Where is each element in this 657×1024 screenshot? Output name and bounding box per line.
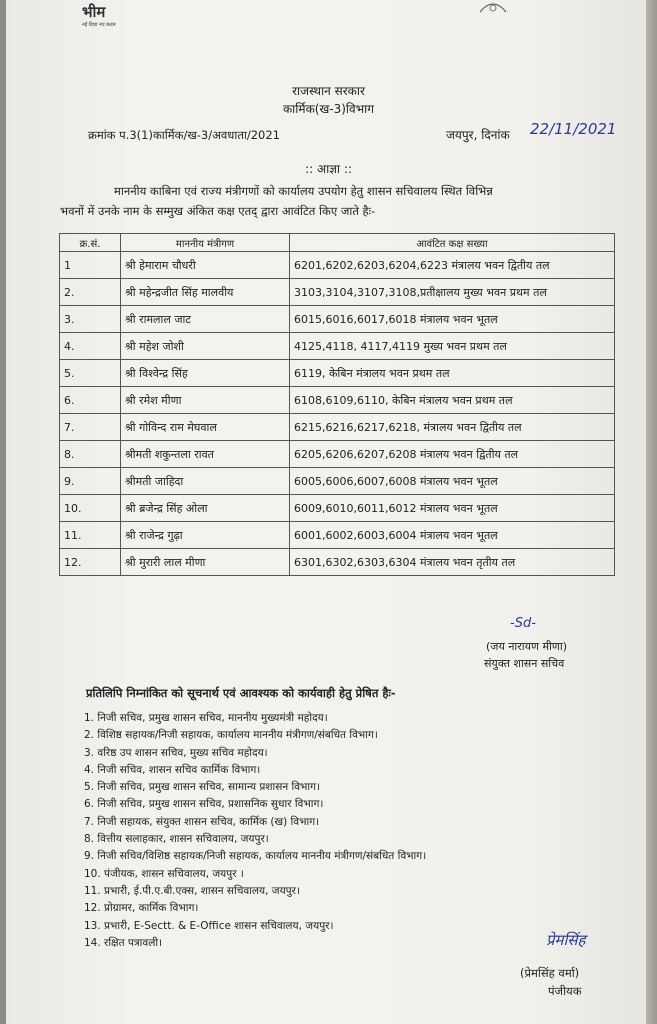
table-row [60,387,615,414]
row-minister: श्री मुरारी लाल मीणा [121,549,290,576]
handwritten-date: 22/11/2021 [530,120,617,138]
row-minister: श्री राजेन्द्र गुढ़ा [121,522,290,549]
list-item: 9. निजी सचिव/विशिष्ठ सहायक/निजी सहायक, कार्यालय माननीय मंत्रीगण/संबधित विभाग। [84,850,427,863]
row-minister: श्री गोविन्द राम मेघवाल [121,414,290,441]
header-sno: क्र.सं. [60,234,121,252]
list-item: 11. प्रभारी, ई.पी.ए.बी.एक्स, शासन सचिवालय, जयपुर। [84,884,300,897]
list-item: 6. निजी सचिव, प्रमुख शासन सचिव, प्रशासनिक सुधार विभाग। [84,798,324,811]
row-rooms: 6108,6109,6110, केबिन मंत्रालय भवन प्रथम तल [290,387,615,414]
row-sno: 7. [60,414,121,441]
row-minister: श्री रामलाल जाट [121,306,290,333]
place-date-label: जयपुर, दिनांक [446,128,510,142]
row-sno: 3. [60,306,121,333]
row-rooms: 3103,3104,3107,3108,प्रतीक्षालय मुख्य भवन प्रथम तल [290,279,615,306]
row-sno: 9. [60,468,121,495]
table-row [60,414,615,441]
list-item: 2. विशिष्ठ सहायक/निजी सहायक, कार्यालय माननीय मंत्रीगण/संबधित विभाग। [84,729,378,742]
signature-1: -Sd- [510,616,536,631]
order-body-line-2: भवनों में उनके नाम के सम्मुख अंकित कक्ष एतद् द्वारा आवंटित किए जाते हैः- [60,204,376,218]
row-rooms: 6009,6010,6011,6012 मंत्रालय भवन भूतल [290,495,615,522]
copy-to-heading: प्रतिलिपि निम्नांकित को सूचनार्थ एवं आवश्यक को कार्यवाही हेतु प्रेषित हैः- [86,686,396,700]
table-header-row [60,234,615,252]
list-item: 5. निजी सचिव, प्रमुख शासन सचिव, सामान्य प्रशासन विभाग। [84,781,321,794]
row-sno: 8. [60,441,121,468]
order-body-line-1: माननीय काबिना एवं राज्य मंत्रीगणों को कार्यालय उपयोग हेतु शासन सचिवालय स्थित विभिन्न [114,184,493,198]
signatory-1-name: (जय नारायण मीणा) [486,640,567,653]
row-rooms: 6301,6302,6303,6304 मंत्रालय भवन तृतीय तल [290,549,615,576]
row-rooms: 6119, केबिन मंत्रालय भवन प्रथम तल [290,360,615,387]
list-item: 8. वित्तीय सलाहकार, शासन सचिवालय, जयपुर। [84,833,269,846]
row-sno: 11. [60,522,121,549]
row-minister: श्री विश्वेन्द्र सिंह [121,360,290,387]
row-rooms: 6015,6016,6017,6018 मंत्रालय भवन भूतल [290,306,615,333]
table-row [60,495,615,522]
row-sno: 6. [60,387,121,414]
copy-to-list [84,710,426,952]
list-item: 7. निजी सहायक, संयुक्त शासन सचिव, कार्मिक (ख) विभाग। [84,815,320,828]
list-item: 4. निजी सचिव, शासन सचिव कार्मिक विभाग। [84,763,261,776]
row-sno: 10. [60,495,121,522]
table-row [60,333,615,360]
table-row [60,360,615,387]
signatory-2-name: (प्रेमसिंह वर्मा) [520,966,580,980]
signatory-1-designation: संयुक्त शासन सचिव [484,657,565,670]
table-row [60,279,615,306]
list-item: 10. पंजीयक, शासन सचिवालय, जयपुर । [84,867,244,880]
list-item: 14. रक्षित पत्रावली। [84,936,163,949]
row-rooms: 4125,4118, 4117,4119 मुख्य भवन प्रथम तल [290,333,615,360]
table-row [60,252,615,279]
signatory-2-designation: पंजीयक [548,984,582,998]
room-allotment-table [59,233,615,576]
emblem-logo [478,0,508,14]
row-sno: 1 [60,252,121,279]
table-row [60,441,615,468]
row-rooms: 6205,6206,6207,6208 मंत्रालय भवन द्वितीय तल [290,441,615,468]
page-edge [646,0,657,1024]
row-rooms: 6005,6006,6007,6008 मंत्रालय भवन भूतल [290,468,615,495]
row-rooms: 6215,6216,6217,6218, मंत्रालय भवन द्वितीय तल [290,414,615,441]
row-minister: श्री रमेश मीणा [121,387,290,414]
logo-caption: नई दिशा नए कदम [82,22,116,28]
list-item: 12. प्रोग्रामर, कार्मिक विभाग। [84,902,199,915]
logo-text: भीम [82,3,106,21]
row-minister: श्रीमती शकुन्तला रावत [121,441,290,468]
signature-2: प्रेमसिंह [546,931,586,949]
row-sno: 12. [60,549,121,576]
list-item: 13. प्रभारी, E-Sectt. & E-Office शासन सचिवालय, जयपुर। [84,919,334,932]
row-sno: 2. [60,279,121,306]
table-row [60,522,615,549]
row-sno: 4. [60,333,121,360]
reference-number: क्रमांक प.3(1)कार्मिक/ख-3/अवधाता/2021 [88,128,280,142]
row-rooms: 6001,6002,6003,6004 मंत्रालय भवन भूतल [290,522,615,549]
order-heading: :: आज्ञा :: [305,162,352,176]
row-minister: श्री महेन्द्रजीत सिंह मालवीय [121,279,290,306]
row-minister: श्री ब्रजेन्द्र सिंह ओला [121,495,290,522]
row-minister: श्रीमती जाहिदा [121,468,290,495]
row-minister: श्री हेमाराम चौधरी [121,252,290,279]
row-sno: 5. [60,360,121,387]
table-row [60,306,615,333]
list-item: 1. निजी सचिव, प्रमुख शासन सचिव, माननीय मुख्यमंत्री महोदय। [84,712,328,724]
table-row [60,468,615,495]
department-name: कार्मिक(ख-3)विभाग [282,102,375,116]
row-rooms: 6201,6202,6203,6204,6223 मंत्रालय भवन द्वितीय तल [290,252,615,279]
row-minister: श्री महेश जोशी [121,333,290,360]
list-item: 3. वरिष्ठ उप शासन सचिव, मुख्य सचिव महोदय। [84,746,268,759]
header-rooms: आवंटित कक्ष सख्या [290,234,615,252]
government-name: राजस्थान सरकार [292,84,365,98]
table-row [60,549,615,576]
header-minister: माननीय मंत्रीगण [121,234,290,252]
bhim-logo [82,2,116,28]
